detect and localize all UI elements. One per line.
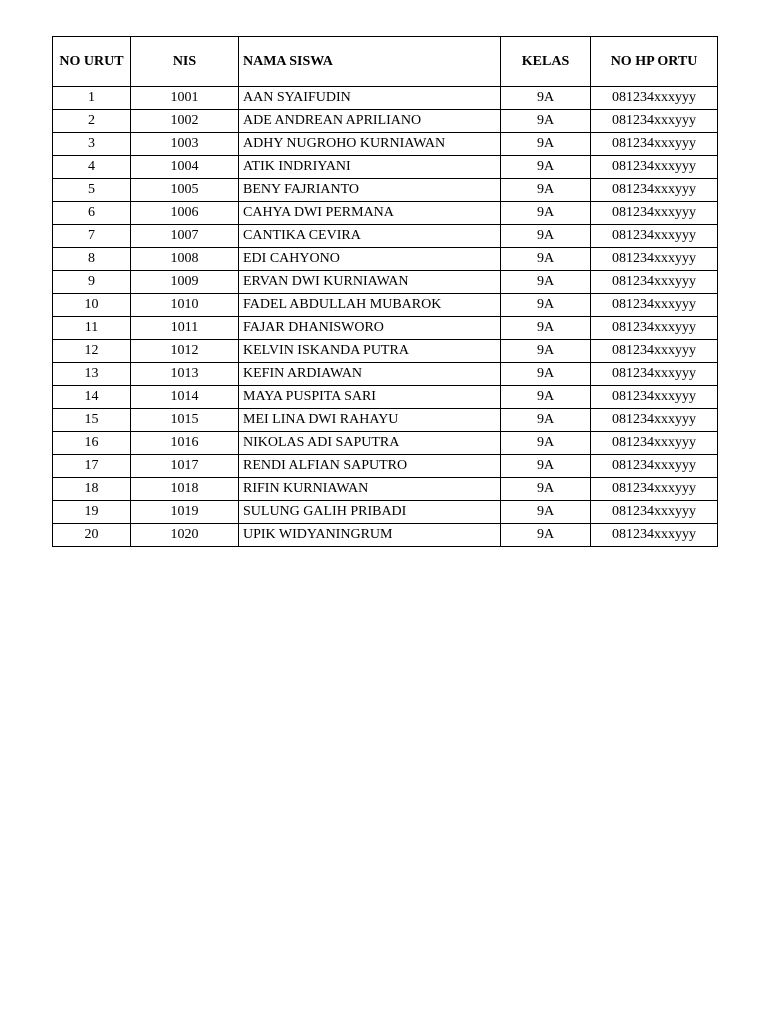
cell-nis: 1002 [131,110,239,133]
cell-no-hp-ortu: 081234xxxyyy [591,524,718,547]
table-row [53,409,718,432]
cell-kelas: 9A [501,409,591,432]
cell-nama-siswa: FAJAR DHANISWORO [239,317,501,340]
table-row [53,340,718,363]
cell-nama-siswa: KELVIN ISKANDA PUTRA [239,340,501,363]
cell-kelas: 9A [501,524,591,547]
table-row [53,524,718,547]
cell-nama-siswa: FADEL ABDULLAH MUBAROK [239,294,501,317]
cell-no-urut: 9 [53,271,131,294]
table-row [53,271,718,294]
cell-nis: 1010 [131,294,239,317]
cell-no-hp-ortu: 081234xxxyyy [591,501,718,524]
student-table [52,36,718,547]
cell-no-hp-ortu: 081234xxxyyy [591,294,718,317]
cell-no-hp-ortu: 081234xxxyyy [591,317,718,340]
cell-nama-siswa: MAYA PUSPITA SARI [239,386,501,409]
cell-nama-siswa: MEI LINA DWI RAHAYU [239,409,501,432]
cell-kelas: 9A [501,432,591,455]
cell-no-urut: 7 [53,225,131,248]
cell-kelas: 9A [501,340,591,363]
cell-no-hp-ortu: 081234xxxyyy [591,225,718,248]
table-row [53,133,718,156]
cell-nis: 1001 [131,87,239,110]
cell-no-urut: 5 [53,179,131,202]
cell-no-hp-ortu: 081234xxxyyy [591,340,718,363]
cell-kelas: 9A [501,363,591,386]
cell-kelas: 9A [501,110,591,133]
cell-no-urut: 12 [53,340,131,363]
table-row [53,87,718,110]
cell-no-hp-ortu: 081234xxxyyy [591,409,718,432]
header-no-urut: NO URUT [53,37,131,87]
cell-no-hp-ortu: 081234xxxyyy [591,156,718,179]
table-row [53,294,718,317]
cell-nama-siswa: ADE ANDREAN APRILIANO [239,110,501,133]
cell-no-urut: 4 [53,156,131,179]
cell-nama-siswa: ADHY NUGROHO KURNIAWAN [239,133,501,156]
cell-no-hp-ortu: 081234xxxyyy [591,363,718,386]
cell-kelas: 9A [501,455,591,478]
table-row [53,248,718,271]
cell-no-hp-ortu: 081234xxxyyy [591,133,718,156]
header-kelas: KELAS [501,37,591,87]
cell-nis: 1019 [131,501,239,524]
cell-nis: 1012 [131,340,239,363]
table-row [53,156,718,179]
cell-no-urut: 8 [53,248,131,271]
cell-no-urut: 11 [53,317,131,340]
cell-no-hp-ortu: 081234xxxyyy [591,110,718,133]
cell-no-urut: 1 [53,87,131,110]
cell-no-urut: 19 [53,501,131,524]
cell-no-hp-ortu: 081234xxxyyy [591,478,718,501]
cell-nis: 1006 [131,202,239,225]
table-row [53,478,718,501]
cell-no-hp-ortu: 081234xxxyyy [591,432,718,455]
cell-nis: 1007 [131,225,239,248]
cell-nis: 1020 [131,524,239,547]
cell-nis: 1016 [131,432,239,455]
cell-nis: 1005 [131,179,239,202]
table-row [53,179,718,202]
table-row [53,363,718,386]
cell-no-hp-ortu: 081234xxxyyy [591,271,718,294]
cell-no-urut: 10 [53,294,131,317]
cell-no-urut: 17 [53,455,131,478]
cell-kelas: 9A [501,294,591,317]
cell-kelas: 9A [501,248,591,271]
header-nis: NIS [131,37,239,87]
cell-nis: 1018 [131,478,239,501]
cell-nis: 1011 [131,317,239,340]
cell-kelas: 9A [501,501,591,524]
cell-kelas: 9A [501,317,591,340]
header-nama-siswa: NAMA SISWA [239,37,501,87]
cell-no-urut: 15 [53,409,131,432]
cell-nama-siswa: ATIK INDRIYANI [239,156,501,179]
cell-nis: 1009 [131,271,239,294]
cell-nama-siswa: EDI CAHYONO [239,248,501,271]
cell-no-hp-ortu: 081234xxxyyy [591,202,718,225]
cell-no-urut: 3 [53,133,131,156]
cell-nama-siswa: RENDI ALFIAN SAPUTRO [239,455,501,478]
cell-nama-siswa: BENY FAJRIANTO [239,179,501,202]
cell-no-urut: 18 [53,478,131,501]
cell-kelas: 9A [501,156,591,179]
cell-nis: 1013 [131,363,239,386]
table-row [53,317,718,340]
cell-no-urut: 2 [53,110,131,133]
table-row [53,386,718,409]
cell-kelas: 9A [501,87,591,110]
cell-nis: 1017 [131,455,239,478]
table-row [53,225,718,248]
cell-no-hp-ortu: 081234xxxyyy [591,455,718,478]
cell-nama-siswa: AAN SYAIFUDIN [239,87,501,110]
table-header [53,37,718,87]
cell-no-urut: 20 [53,524,131,547]
cell-nama-siswa: RIFIN KURNIAWAN [239,478,501,501]
cell-kelas: 9A [501,386,591,409]
cell-no-hp-ortu: 081234xxxyyy [591,87,718,110]
cell-kelas: 9A [501,179,591,202]
table-body [53,87,718,547]
header-row [53,37,718,87]
cell-nis: 1004 [131,156,239,179]
cell-kelas: 9A [501,478,591,501]
cell-no-hp-ortu: 081234xxxyyy [591,179,718,202]
cell-nama-siswa: CAHYA DWI PERMANA [239,202,501,225]
cell-nama-siswa: SULUNG GALIH PRIBADI [239,501,501,524]
table-row [53,202,718,225]
cell-nis: 1008 [131,248,239,271]
cell-nama-siswa: UPIK WIDYANINGRUM [239,524,501,547]
header-no-hp-ortu: NO HP ORTU [591,37,718,87]
cell-nama-siswa: KEFIN ARDIAWAN [239,363,501,386]
cell-nis: 1003 [131,133,239,156]
cell-kelas: 9A [501,202,591,225]
cell-no-urut: 16 [53,432,131,455]
cell-kelas: 9A [501,271,591,294]
cell-nama-siswa: ERVAN DWI KURNIAWAN [239,271,501,294]
cell-no-hp-ortu: 081234xxxyyy [591,248,718,271]
table-row [53,110,718,133]
table-row [53,455,718,478]
cell-no-hp-ortu: 081234xxxyyy [591,386,718,409]
cell-no-urut: 14 [53,386,131,409]
cell-nama-siswa: NIKOLAS ADI SAPUTRA [239,432,501,455]
cell-nis: 1015 [131,409,239,432]
cell-nis: 1014 [131,386,239,409]
cell-nama-siswa: CANTIKA CEVIRA [239,225,501,248]
table-row [53,432,718,455]
cell-kelas: 9A [501,225,591,248]
cell-kelas: 9A [501,133,591,156]
cell-no-urut: 13 [53,363,131,386]
cell-no-urut: 6 [53,202,131,225]
table-row [53,501,718,524]
